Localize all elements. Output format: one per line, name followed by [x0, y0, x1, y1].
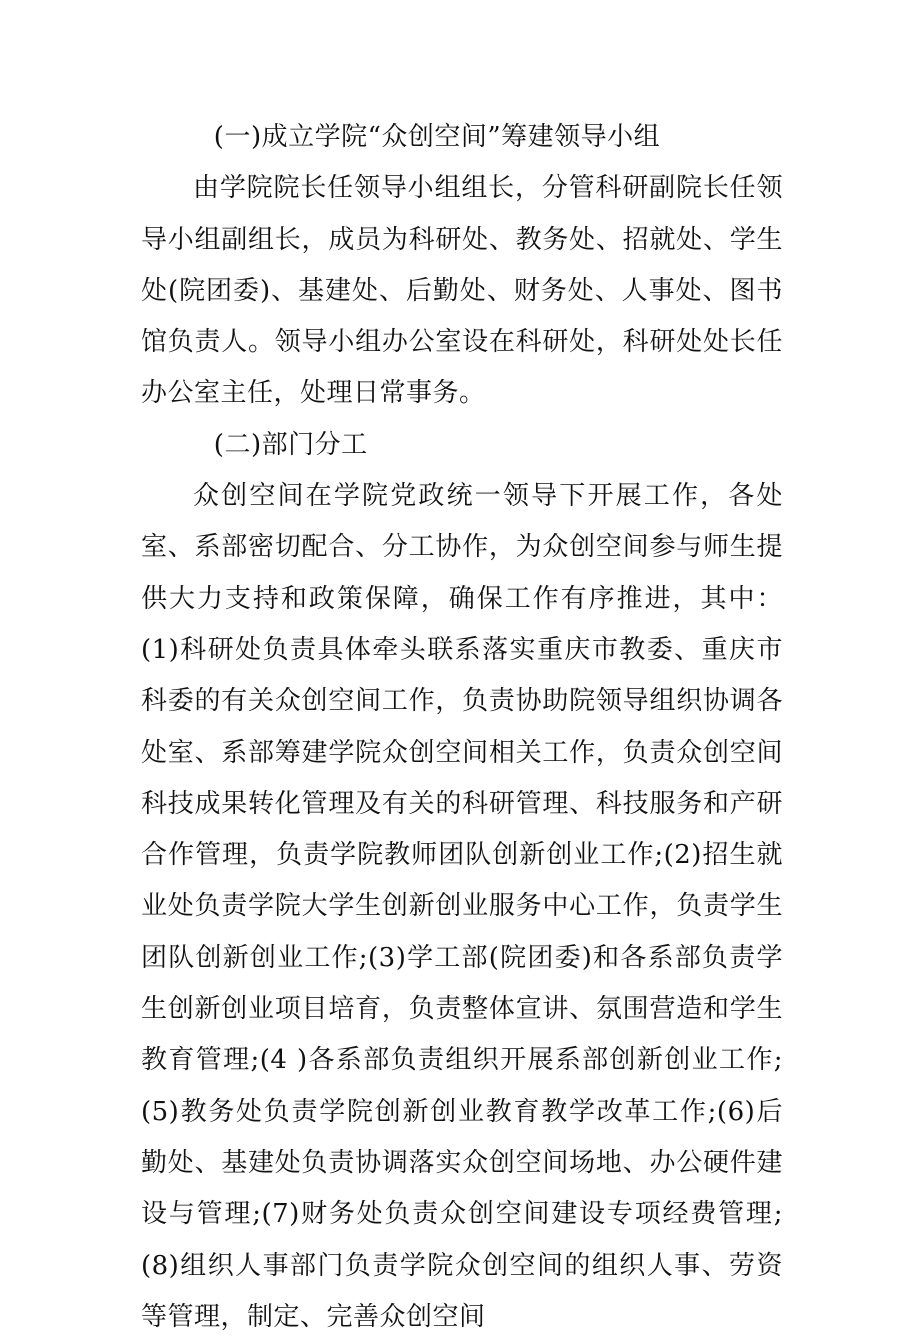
section-heading-2: (二)部门分工: [213, 429, 368, 460]
document-body: [141, 112, 783, 1343]
paragraph-2: 众创空间在学院党政统一领导下开展工作，各处室、系部密切配合、分工协作，为众创空间参与师生提供大力支持和政策保障，确保工作有序推进，其中：(1)科研处负责具体牵头联系落实重庆市教委、重庆市科委的有关众创空间工作，负责协助院领导组织协调各处室、系部筹建学院众创空间相关工作，负责众创空间科技成果转化管理及有关的科研管理、科技服务和产研合作管理，负责学院教师团队创新创业工作;(2)招生就业处负责学院大学生创新创业服务中心工作，负责学生团队创新创业工作;(3)学工部(院团委)和各系部负责学生创新创业项目培育，负责整体宣讲、氛围营造和学生教育管理;(4 )各系部负责组织开展系部创新创业工作;(5)教务处负责学院创新创业教育教学改革工作;(6)后勤处、基建处负责协调落实众创空间场地、办公硬件建设与管理;(7)财务处负责众创空间建设专项经费管理;(8)组织人事部门负责学院众创空间的组织人事、劳资等管理，制定、完善众创空间: [141, 481, 783, 1332]
section-heading-1: (一)成立学院“众创空间”筹建领导小组: [213, 122, 661, 152]
paragraph-1: 由学院院长任领导小组组长，分管科研副院长任领导小组副组长，成员为科研处、教务处、招就处、学生处(院团委)、基建处、后勤处、财务处、人事处、图书馆负责人。领导小组办公室设在科研处，科研处处长任办公室主任，处理日常事务。: [141, 173, 783, 409]
